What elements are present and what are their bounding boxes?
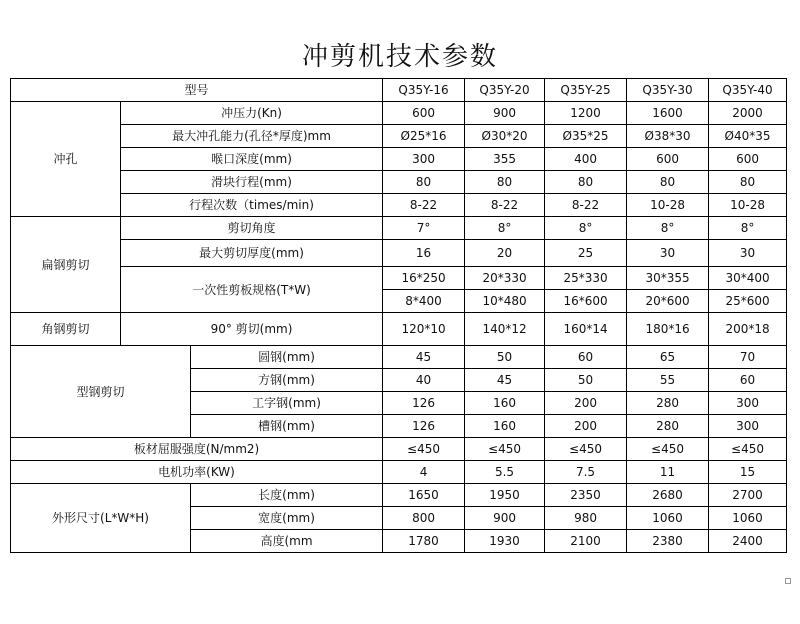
table-cell: Ø35*25 bbox=[545, 125, 627, 148]
table-cell: 15 bbox=[709, 461, 787, 484]
group-label-flat: 扁钢剪切 bbox=[11, 217, 121, 313]
table-cell: 45 bbox=[383, 346, 465, 369]
table-cell: 600 bbox=[383, 102, 465, 125]
table-cell: Ø38*30 bbox=[627, 125, 709, 148]
table-cell: 600 bbox=[627, 148, 709, 171]
table-cell: ≤450 bbox=[545, 438, 627, 461]
table-cell: 80 bbox=[709, 171, 787, 194]
table-cell: 10-28 bbox=[627, 194, 709, 217]
table-cell: 1060 bbox=[627, 507, 709, 530]
table-cell: ≤450 bbox=[627, 438, 709, 461]
table-cell: 8-22 bbox=[545, 194, 627, 217]
table-cell: 280 bbox=[627, 392, 709, 415]
row-label: 冲压力(Kn) bbox=[121, 102, 383, 125]
model-header-label: 型号 bbox=[11, 79, 383, 102]
table-cell: 1930 bbox=[465, 530, 545, 553]
row-label: 方钢(mm) bbox=[191, 369, 383, 392]
table-cell: 25*600 bbox=[709, 290, 787, 313]
table-cell: 30*355 bbox=[627, 267, 709, 290]
table-cell: 65 bbox=[627, 346, 709, 369]
table-row bbox=[11, 102, 787, 125]
table-row bbox=[11, 171, 787, 194]
model-header: Q35Y-25 bbox=[545, 79, 627, 102]
table-header-row bbox=[11, 79, 787, 102]
row-label: 槽钢(mm) bbox=[191, 415, 383, 438]
table-cell: 200*18 bbox=[709, 313, 787, 346]
table-cell: 16*600 bbox=[545, 290, 627, 313]
table-cell: 70 bbox=[709, 346, 787, 369]
table-cell: 980 bbox=[545, 507, 627, 530]
row-label: 最大冲孔能力(孔径*厚度)mm bbox=[121, 125, 383, 148]
row-label: 90° 剪切(mm) bbox=[121, 313, 383, 346]
table-cell: 16 bbox=[383, 240, 465, 267]
group-label-angle: 角钢剪切 bbox=[11, 313, 121, 346]
table-cell: 80 bbox=[545, 171, 627, 194]
table-cell: 60 bbox=[545, 346, 627, 369]
table-cell: ≤450 bbox=[465, 438, 545, 461]
table-cell: 355 bbox=[465, 148, 545, 171]
table-cell: 80 bbox=[465, 171, 545, 194]
table-cell: 20*330 bbox=[465, 267, 545, 290]
table-cell: 40 bbox=[383, 369, 465, 392]
table-row bbox=[11, 125, 787, 148]
group-label-punch: 冲孔 bbox=[11, 102, 121, 217]
table-cell: 2100 bbox=[545, 530, 627, 553]
table-cell: 2400 bbox=[709, 530, 787, 553]
table-cell: 180*16 bbox=[627, 313, 709, 346]
row-label: 板材屈服强度(N/mm2) bbox=[11, 438, 383, 461]
row-label: 滑块行程(mm) bbox=[121, 171, 383, 194]
table-cell: 1200 bbox=[545, 102, 627, 125]
table-cell: 1780 bbox=[383, 530, 465, 553]
table-cell: 300 bbox=[709, 415, 787, 438]
table-resize-handle[interactable] bbox=[785, 578, 791, 584]
table-cell: 10*480 bbox=[465, 290, 545, 313]
table-cell: 50 bbox=[545, 369, 627, 392]
table-cell: 25 bbox=[545, 240, 627, 267]
table-cell: Ø30*20 bbox=[465, 125, 545, 148]
group-label-profile: 型钢剪切 bbox=[11, 346, 191, 438]
table-cell: 80 bbox=[627, 171, 709, 194]
table-cell: 80 bbox=[383, 171, 465, 194]
model-header: Q35Y-16 bbox=[383, 79, 465, 102]
model-header: Q35Y-20 bbox=[465, 79, 545, 102]
table-cell: 2000 bbox=[709, 102, 787, 125]
model-header: Q35Y-40 bbox=[709, 79, 787, 102]
table-cell: 126 bbox=[383, 415, 465, 438]
table-cell: Ø40*35 bbox=[709, 125, 787, 148]
table-cell: 7.5 bbox=[545, 461, 627, 484]
table-cell: 8° bbox=[627, 217, 709, 240]
table-cell: 300 bbox=[709, 392, 787, 415]
table-cell: 20*600 bbox=[627, 290, 709, 313]
row-label: 长度(mm) bbox=[191, 484, 383, 507]
group-label-dims: 外形尺寸(L*W*H) bbox=[11, 484, 191, 553]
table-cell: 160 bbox=[465, 392, 545, 415]
table-cell: 140*12 bbox=[465, 313, 545, 346]
table-cell: 1650 bbox=[383, 484, 465, 507]
page-title: 冲剪机技术参数 bbox=[301, 42, 498, 72]
row-label: 宽度(mm) bbox=[191, 507, 383, 530]
table-cell: 30 bbox=[709, 240, 787, 267]
table-row bbox=[11, 438, 787, 461]
table-cell: 16*250 bbox=[383, 267, 465, 290]
row-label: 行程次数（times/min) bbox=[121, 194, 383, 217]
table-cell: 2680 bbox=[627, 484, 709, 507]
row-label: 一次性剪板规格(T*W) bbox=[121, 267, 383, 313]
table-cell: 160 bbox=[465, 415, 545, 438]
table-cell: 4 bbox=[383, 461, 465, 484]
table-cell: 200 bbox=[545, 392, 627, 415]
table-cell: 8*400 bbox=[383, 290, 465, 313]
row-label: 电机功率(KW) bbox=[11, 461, 383, 484]
table-cell: 30*400 bbox=[709, 267, 787, 290]
table-cell: 160*14 bbox=[545, 313, 627, 346]
table-cell: 8-22 bbox=[465, 194, 545, 217]
table-cell: 126 bbox=[383, 392, 465, 415]
table-cell: ≤450 bbox=[709, 438, 787, 461]
table-cell: 900 bbox=[465, 102, 545, 125]
row-label: 喉口深度(mm) bbox=[121, 148, 383, 171]
row-label: 高度(mm bbox=[191, 530, 383, 553]
table-row bbox=[11, 461, 787, 484]
table-cell: 600 bbox=[709, 148, 787, 171]
table-cell: 400 bbox=[545, 148, 627, 171]
table-cell: 2380 bbox=[627, 530, 709, 553]
table-cell: 25*330 bbox=[545, 267, 627, 290]
table-cell: 8-22 bbox=[383, 194, 465, 217]
table-cell: 45 bbox=[465, 369, 545, 392]
table-cell: ≤450 bbox=[383, 438, 465, 461]
table-cell: 280 bbox=[627, 415, 709, 438]
model-header: Q35Y-30 bbox=[627, 79, 709, 102]
table-cell: 8° bbox=[709, 217, 787, 240]
row-label: 最大剪切厚度(mm) bbox=[121, 240, 383, 267]
table-cell: 1950 bbox=[465, 484, 545, 507]
table-row bbox=[11, 267, 787, 290]
table-cell: 7° bbox=[383, 217, 465, 240]
row-label: 工字钢(mm) bbox=[191, 392, 383, 415]
table-cell: Ø25*16 bbox=[383, 125, 465, 148]
table-row bbox=[11, 240, 787, 267]
table-cell: 900 bbox=[465, 507, 545, 530]
table-cell: 8° bbox=[465, 217, 545, 240]
table-row bbox=[11, 217, 787, 240]
table-cell: 5.5 bbox=[465, 461, 545, 484]
table-cell: 200 bbox=[545, 415, 627, 438]
table-row bbox=[11, 194, 787, 217]
table-cell: 120*10 bbox=[383, 313, 465, 346]
table-row bbox=[11, 313, 787, 346]
table-cell: 1060 bbox=[709, 507, 787, 530]
table-cell: 50 bbox=[465, 346, 545, 369]
table-cell: 1600 bbox=[627, 102, 709, 125]
table-cell: 30 bbox=[627, 240, 709, 267]
table-cell: 2700 bbox=[709, 484, 787, 507]
spec-table bbox=[10, 78, 787, 553]
table-cell: 2350 bbox=[545, 484, 627, 507]
table-cell: 8° bbox=[545, 217, 627, 240]
table-cell: 11 bbox=[627, 461, 709, 484]
table-row bbox=[11, 148, 787, 171]
table-cell: 800 bbox=[383, 507, 465, 530]
table-cell: 20 bbox=[465, 240, 545, 267]
row-label: 圆钢(mm) bbox=[191, 346, 383, 369]
table-cell: 300 bbox=[383, 148, 465, 171]
table-cell: 10-28 bbox=[709, 194, 787, 217]
table-row bbox=[11, 484, 787, 507]
table-cell: 60 bbox=[709, 369, 787, 392]
row-label: 剪切角度 bbox=[121, 217, 383, 240]
table-cell: 55 bbox=[627, 369, 709, 392]
table-row bbox=[11, 346, 787, 369]
